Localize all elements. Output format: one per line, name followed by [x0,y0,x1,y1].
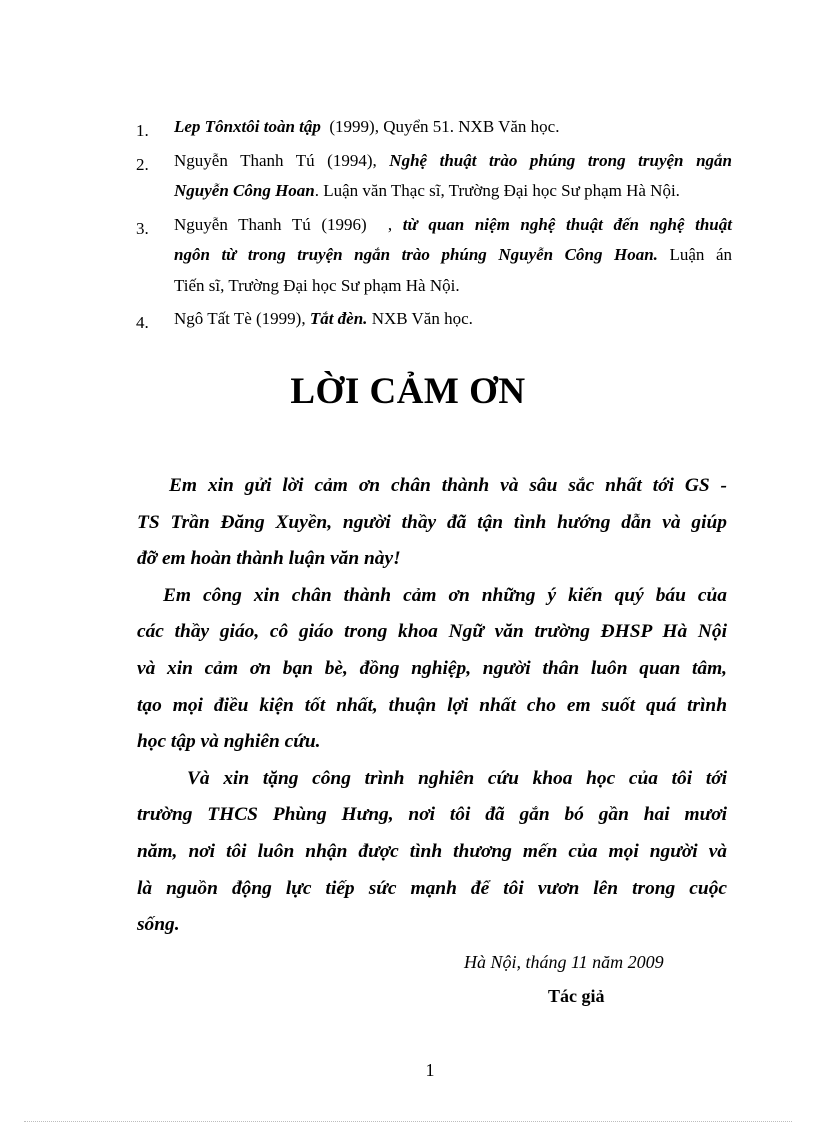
footer-divider [24,1121,792,1122]
text-line: các thầy giáo, cô giáo trong khoa Ngữ văn trường ĐHSP Hà Nội [137,621,727,643]
reference-number: 2. [136,154,149,174]
reference-item [132,304,732,335]
reference-title: ngôn từ trong truyện ngắn trào phúng Nguyễn Công Hoan. [174,245,658,264]
reference-item [132,146,732,207]
text-line: tạo mọi điều kiện tốt nhất, thuận lợi nhất cho em suốt quá trình [137,694,727,716]
reference-line [174,304,732,335]
text-line: là nguồn động lực tiếp sức mạnh để tôi vươn lên trong cuộc [137,877,727,899]
text-line: học tập và nghiên cứu. [137,731,321,753]
acknowledgement-body [137,468,727,944]
reference-title: từ quan niệm nghệ thuật đến nghệ thuật [402,214,732,234]
reference-text: Nguyễn Thanh Tú (1994), [174,150,390,170]
text-line: đỡ em hoàn thành luận văn này! [137,548,401,570]
reference-title: Tắt đèn. [309,309,368,328]
text-line: sống. [137,914,180,936]
text-line: TS Trần Đăng Xuyền, người thầy đã tận tình hướng dẫn và giúp [137,511,727,533]
reference-text: . Luận văn Thạc sĩ, Trường Đại học Sư phạm Hà Nội. [314,181,680,200]
place-date: Hà Nội, tháng 11 năm 2009 [464,952,664,972]
reference-number: 3. [136,218,149,238]
acknowledgement-paragraph [137,468,727,578]
reference-text: Luận án [657,245,732,264]
author-signature: Tác giả [548,986,605,1006]
reference-line [174,271,732,302]
reference-line [174,210,732,241]
reference-number: 4. [136,313,149,332]
reference-line [174,146,732,177]
reference-title: Nghệ thuật trào phúng trong truyện ngắn [389,150,732,170]
text-line: năm, nơi tôi luôn nhận được tình thương mến của mọi người và [137,840,727,862]
acknowledgement-paragraph [137,761,727,944]
reference-line [174,240,732,271]
text-line: Và xin tặng công trình nghiên cứu khoa học của tôi tới [187,767,727,789]
reference-number: 1. [136,121,149,140]
reference-line [174,176,732,207]
reference-text: (1999), Quyển 51. NXB Văn học. [320,117,560,136]
text-line: Em công xin chân thành cảm ơn những ý kiến quý báu của [163,584,727,606]
reference-text: NXB Văn học. [367,309,473,328]
text-line: và xin cảm ơn bạn bè, đồng nghiệp, người thân luôn quan tâm, [137,657,727,679]
page-number: 1 [425,1060,435,1080]
reference-item [132,210,732,302]
acknowledgement-paragraph [137,578,727,761]
reference-text: Ngô Tất Tè (1999), [174,309,310,328]
reference-title: Lep Tônxtôi toàn tập [174,117,321,136]
reference-title: Nguyễn Công Hoan [174,181,315,200]
reference-text: Tiến sĩ, Trường Đại học Sư phạm Hà Nội. [174,275,460,295]
reference-list [132,112,732,335]
reference-text: Nguyễn Thanh Tú (1996) , [174,214,403,234]
reference-item [132,112,732,143]
acknowledgement-heading: LỜI CẢM ƠN [290,371,526,412]
text-line: Em xin gửi lời cảm ơn chân thành và sâu sắc nhất tới GS - [169,475,727,496]
text-line: trường THCS Phùng Hưng, nơi tôi đã gắn bó gần hai mươi [137,804,727,826]
reference-line [174,112,732,143]
